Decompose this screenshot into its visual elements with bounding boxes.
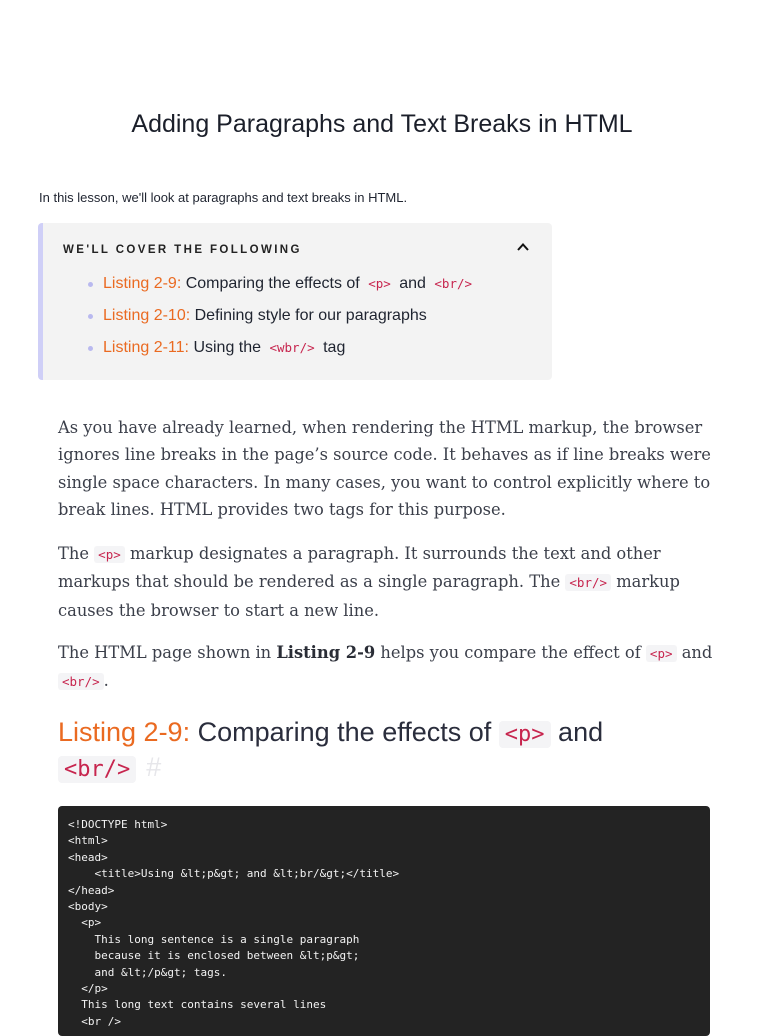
toc-item-code[interactable]: <p> bbox=[368, 276, 391, 291]
text: markup designates a paragraph. It surrounds the text and other markups that should be rendered as a single paragraph. The bbox=[58, 544, 661, 592]
toc-item-text[interactable]: Comparing the effects of bbox=[185, 275, 360, 292]
text: The bbox=[58, 544, 89, 563]
chevron-up-icon[interactable] bbox=[516, 240, 530, 254]
inline-code: <p> bbox=[646, 645, 677, 662]
toc-item-listing-2-10[interactable] bbox=[103, 305, 476, 337]
paragraph-2 bbox=[58, 540, 718, 624]
text: . bbox=[103, 671, 109, 691]
text: The HTML page shown in bbox=[58, 643, 272, 662]
paragraph-3 bbox=[58, 639, 718, 696]
text: helps you compare the effect of bbox=[380, 643, 641, 662]
section-heading bbox=[58, 716, 738, 786]
heading-code: <p> bbox=[499, 721, 551, 748]
heading-text: and bbox=[558, 717, 604, 747]
toc-item-prefix[interactable]: Listing 2-10: bbox=[103, 307, 191, 324]
bullet bbox=[88, 282, 93, 287]
inline-code: <p> bbox=[94, 546, 125, 563]
bullet bbox=[88, 314, 93, 319]
paragraph-1: As you have already learned, when rendering the HTML markup, the browser ignores line breaks in the page’s source code. It behaves as if line breaks were single space characters. In many cases, you want to control explicitly where to break lines. HTML provides two tags for this purpose. bbox=[58, 418, 711, 519]
anchor-link[interactable]: # bbox=[146, 752, 162, 782]
toc-item-text[interactable]: Defining style for our paragraphs bbox=[194, 307, 427, 324]
toc-heading: WE'LL COVER THE FOLLOWING bbox=[63, 244, 302, 256]
toc-item-listing-2-9[interactable] bbox=[103, 273, 476, 305]
toc-item-text[interactable]: tag bbox=[323, 339, 346, 356]
code-content[interactable]: <!DOCTYPE html> <html> <head> <title>Using &lt;p&gt; and &lt;br/&gt;</title> </head> <body> <p> This long sentence is a single paragraph because it is enclosed between &lt;p&gt; and &lt;/p&gt; tags. </p> This long text contains several lines <br /> bbox=[68, 818, 400, 1028]
toc-item-prefix[interactable]: Listing 2-9: bbox=[103, 275, 182, 292]
code-block[interactable] bbox=[58, 806, 710, 1036]
toc-item-code[interactable]: <br/> bbox=[434, 276, 473, 291]
toc-item-text[interactable]: Using the bbox=[193, 339, 262, 356]
intro-text: In this lesson, we'll look at paragraphs and text breaks in HTML. bbox=[39, 190, 408, 205]
page-title: Adding Paragraphs and Text Breaks in HTML bbox=[131, 110, 633, 138]
toc-list bbox=[103, 273, 476, 369]
table-of-contents bbox=[38, 223, 552, 380]
bold-text: Listing 2-9 bbox=[276, 643, 376, 662]
heading-code: <br/> bbox=[58, 756, 136, 783]
toc-item-code[interactable]: <wbr/> bbox=[269, 340, 315, 355]
inline-code: <br/> bbox=[565, 574, 611, 591]
heading-prefix: Listing 2-9: bbox=[58, 717, 191, 747]
text: and bbox=[681, 643, 713, 662]
text: markup causes the browser to start a new line. bbox=[58, 572, 680, 620]
toc-item-text[interactable]: and bbox=[399, 275, 426, 292]
bullet bbox=[88, 346, 93, 351]
toc-item-prefix[interactable]: Listing 2-11: bbox=[103, 339, 189, 356]
inline-code: <br/> bbox=[58, 673, 104, 690]
heading-text: Comparing the effects of bbox=[197, 717, 492, 747]
toc-item-listing-2-11[interactable] bbox=[103, 337, 476, 369]
